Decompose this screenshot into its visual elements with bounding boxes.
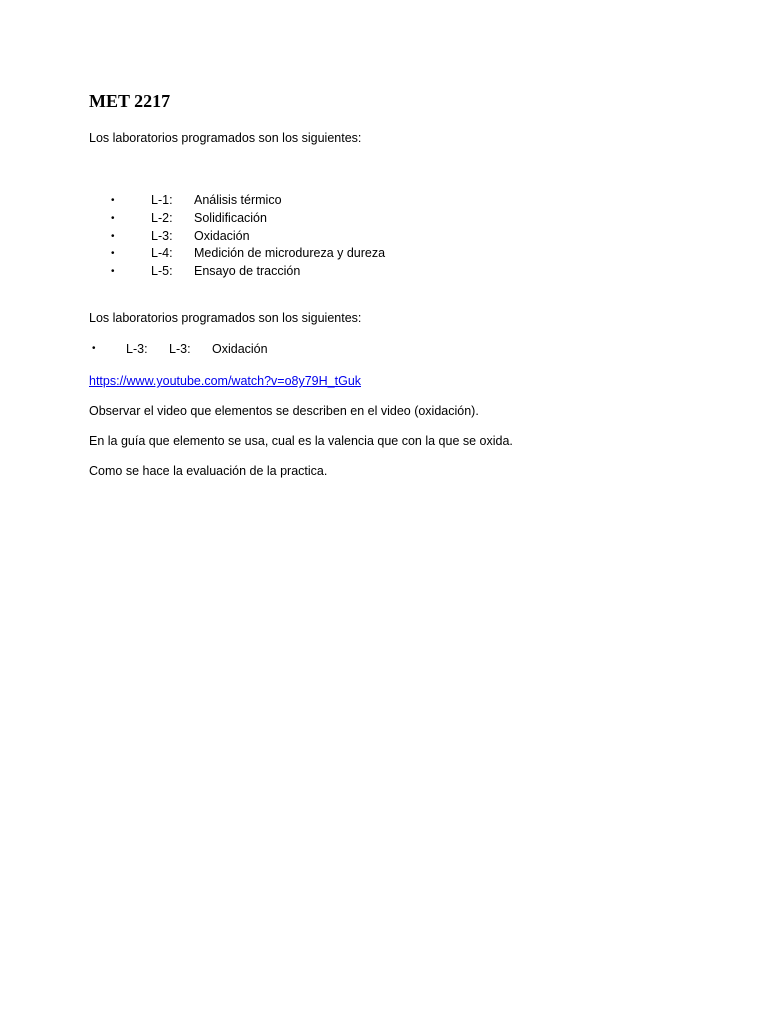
document-title: MET 2217 — [89, 91, 171, 111]
video-link[interactable]: https://www.youtube.com/watch?v=o8y79H_tGuk — [89, 374, 362, 388]
lab-name: Oxidación — [212, 342, 268, 356]
bullet-icon: • — [111, 248, 115, 260]
list-item — [0, 210, 768, 228]
paragraph-guide: En la guía que elemento se usa, cual es la valencia que con la que se oxida. — [89, 434, 513, 448]
lab-name: Oxidación — [194, 228, 250, 243]
lab-code: L-3: — [126, 342, 148, 356]
lab-list — [0, 192, 768, 281]
lab-name: Ensayo de tracción — [194, 264, 301, 279]
intro-text: Los laboratorios programados son los siguientes: — [89, 131, 362, 145]
lab-code: L-2: — [151, 210, 173, 225]
selected-lab-item — [0, 340, 768, 358]
bullet-icon: • — [111, 230, 115, 242]
list-item — [0, 192, 768, 210]
intro-text-2: Los laboratorios programados son los siguientes: — [89, 311, 362, 325]
bullet-icon: • — [111, 212, 115, 224]
video-link-line — [89, 373, 361, 389]
lab-code: L-5: — [151, 264, 173, 279]
bullet-icon: • — [111, 266, 115, 278]
lab-code: L-1: — [151, 193, 173, 207]
paragraph-evaluation: Como se hace la evaluación de la practica. — [89, 464, 328, 478]
lab-name: Solidificación — [194, 210, 267, 225]
bullet-icon: • — [92, 343, 96, 354]
list-item — [0, 263, 768, 281]
paragraph-observe: Observar el video que elementos se describen en el video (oxidación). — [89, 404, 479, 418]
lab-code: L-4: — [151, 246, 173, 261]
lab-code: L-3: — [151, 228, 173, 243]
list-item — [0, 245, 768, 263]
lab-code-repeat: L-3: — [169, 342, 191, 356]
list-item — [0, 228, 768, 246]
bullet-icon: • — [111, 195, 115, 206]
lab-name: Análisis térmico — [194, 193, 282, 207]
lab-name: Medición de microdureza y dureza — [194, 246, 386, 261]
